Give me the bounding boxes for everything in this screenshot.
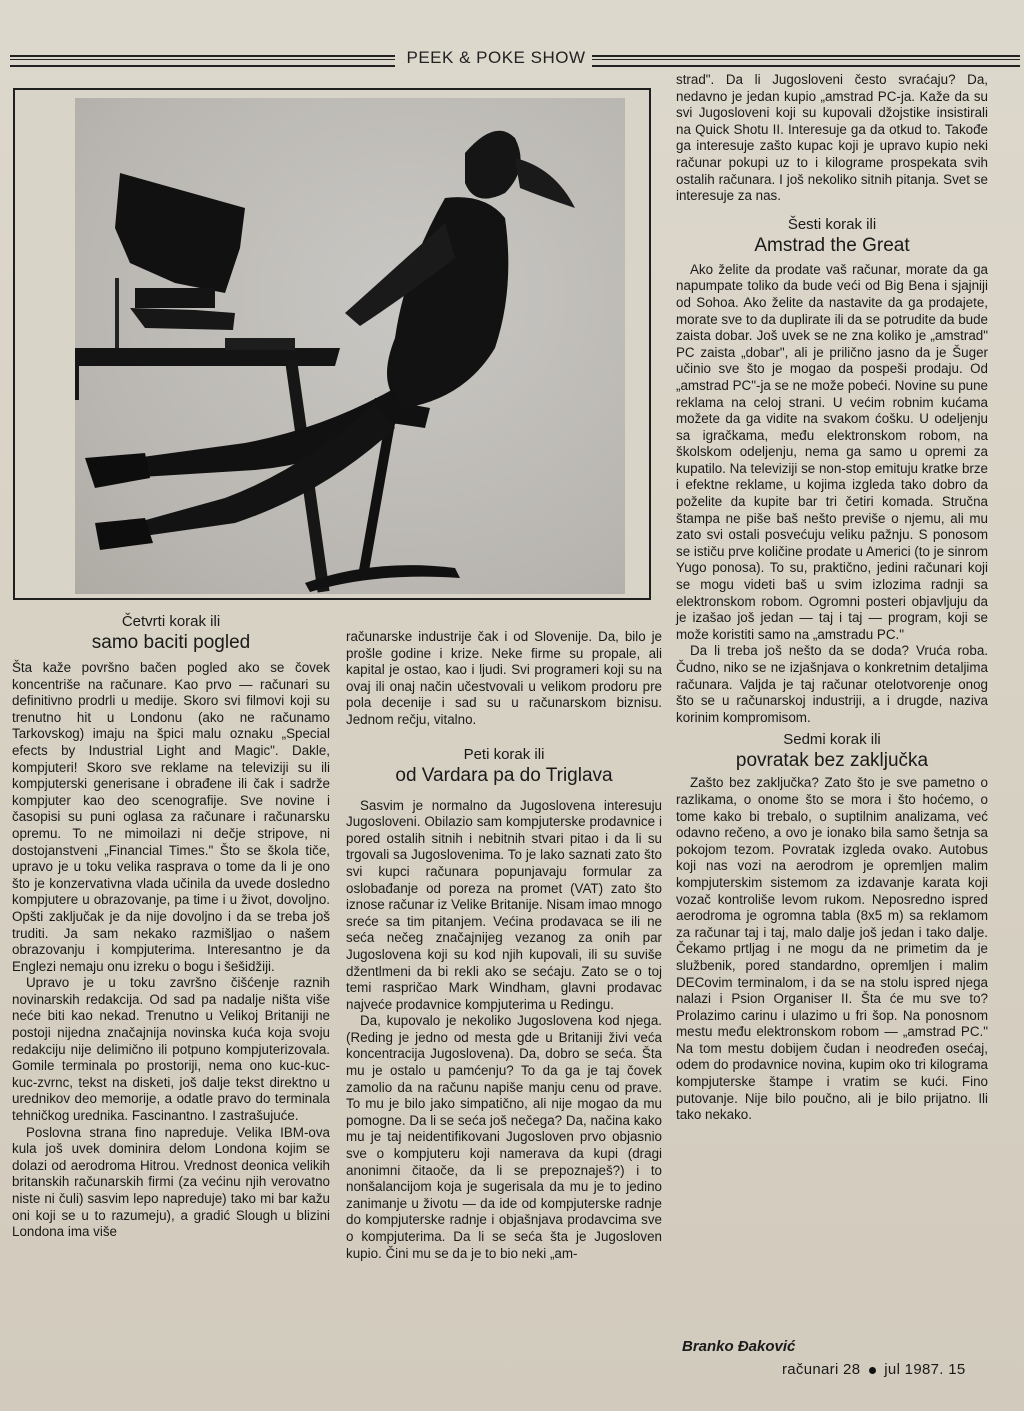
footer-date: jul 1987. bbox=[884, 1361, 944, 1378]
photo-frame bbox=[13, 88, 651, 600]
paragraph: strad". Da li Jugosloveni često svraćaju? Da, nedavno je jedan kupio „amstrad PC-ja. Kaže da su svi Jugosloveni koji su kupovali džojstike insistirali na Quick Shotu II. Interesuje ga da otkud to. Takođe ga interesuje zašto kupac koji je upravo kupio neki računar pokupi uz to i kilograme prospekata svih ostalih računara. I još nekoliko sitnih pitanja. Svet se interesuje za nas. bbox=[676, 72, 988, 204]
paragraph: Poslovna strana fino napreduje. Velika IBM-ova kula još uvek dominira delom Londona kojim se dolazi od aerodroma Hitrou. Vrednost deonica velikih britanskih računarskih firmi (za većinu njih verovatno niste ni čuli) sasvim lepo napreduje) tako mi bar kažu oni koji se u to razumeju), a gradić Slough u blizini Londona ima više bbox=[12, 1124, 330, 1240]
heading-step-5-big: od Vardara pa do Triglava bbox=[395, 764, 613, 786]
section-header bbox=[10, 46, 1020, 72]
heading-step-5 bbox=[346, 745, 662, 788]
paragraph: Da, kupovalo je nekoliko Jugoslovena kod njega. (Reding je jedno od mesta gde u Britaniji živi veća koncentracija Jugoslovena). Da, dobro se seća. Šta mu je ostalo u pamćenju? To da ga je taj čovek zamolio da na računu napiše manju cenu od prave. To mu je bilo jako simpatično, ali nije mogao da mu pomogne. Da li se seća još nečega? Da, načina kako mu je taj neidentifikovani Jugosloven prvo objasnio sve o kompjuteru koji namerava da kupi (dragi anonimni čitaoče, da li se prepoznaješ?) i to nonšalancijom koja je sugerisala da mu je to jedino zanimanje u životu — da ide od kompjuterske radnje do kompjuterske radnje i objašnjava prodavcima sve o kompjuterima. Da li se seća šta je Jugosloven kupio. Čini mu se da je to bio neki „am- bbox=[346, 1013, 662, 1261]
heading-step-5-small: Peti korak ili bbox=[463, 745, 545, 763]
section-title: PEEK & POKE SHOW bbox=[406, 48, 586, 67]
paragraph: Zašto bez zaključka? Zato što je sve pametno o razlikama, o onome što se mora i što hoćemo, o tome kako bi trebalo, o suptilnim analizama, već odavno rečeno, a ovo je ionako bila samo šetnja sa pokojom tezom. Povratak izgleda ovako. Autobus koji nas vozi na aerodrom je opremljen malim kompjuterskim sistemom za izdavanje karata koji vozač kontroliše levom rukom. Neposredno ispred aerodroma je ogromna tabla (8x5 m) sa reklamom za računar taj i taj, malo dalje još jedan i tako dalje. Čekamo prtljag i ne mogu da ne primetim da je službenik, pored standardno, opremljen i malim DECovim terminalom, i da se na stolu ispred njega nalazi i Psion Organiser II. Šta će mu sve to? Prolazimo carinu i ulazimo u fri šop. Na ponosnom mestu među elektronskom robom — „amstrad PC." Na tom mestu dobijem čudan i neodređen osećaj, odem do prodavnice novina, kupim oko tri kilograma kompjuterske štampe i vratim se kući. Fino putovanje. Nije bilo poučno, ali je bilo prijatno. Ili tako nekako. bbox=[676, 775, 988, 1123]
column-3 bbox=[676, 72, 988, 1124]
column-2 bbox=[346, 629, 662, 1262]
paragraph: Šta kaže površno bačen pogled ako se čovek koncentriše na računare. Kao prvo — računari su definitivno prodrli u medije. Skoro svi filmovi koji su trenutno hit u Londonu (ako ne računamo Tarkovskog) imaju na špici malu oznaku „Special efects by Industrial Light and Magic". Dakle, kompjuteri! Skoro sve reklame na televiziji su ili kompjuterski generisane i obrađene ili čak i sadrže kompjuter kao deo scenografije. Sve novine i časopisi su puni oglasa za računare i računarsku opremu. To ne mimoilazi ni dečje stripove, ni dostojanstveni „Financial Times." Što se škola tiče, upravo je u toku velika rasprava o tome da li je ono što je konzervativna vlada učinila da uvede dosledno kompjutere u obrazovanje, pa time i u život, dovoljno. Opšti zaključak je da nije dovoljno i da se treba još truditi. Ja sam nekako razmišljao o našem obrazovanju i kompjuterima. Interesantno je da Englezi nemaju onu izreku o bogu i šešidžiji. bbox=[12, 660, 330, 974]
paragraph: računarske industrije čak i od Slovenije. Da, bilo je prošle godine i krize. Neke firme su propale, ali kapital je ostao, kao i ljudi. Svi programeri koji su na ovaj ili onaj način učestvovali u velikom prodoru pre pola decenije i sad su u računarskom biznisu. Jednom rečju, vitalno. bbox=[346, 629, 662, 727]
paragraph: Sasvim je normalno da Jugoslovena interesuju Jugosloveni. Obilazio sam kompjuterske prodavnice i pored ostalih sitnih i nebitnih stvari pitao i da li su trgovali sa Jugoslovenima. To je lako saznati zato što svi kupci računara popunjavaju formular za oslobađanje od poreza na promet (VAT) zato što iznose računar iz Velike Britanije. Nisam imao mnogo sreće sa tim pitanjem. Većina prodavaca se ili ne seća nečeg značajnijeg vezanog za onih par Jugoslovena koji su kod njih kupovali, ili su suviše džentlmeni da bi rekli ako se sećaju. Zato se o toj temi raspričao Mark Windham, glavni prodavac najveće prodavnice kompjuterima u Redingu. bbox=[346, 797, 662, 1012]
paragraph: Upravo je u toku završno čišćenje raznih novinarskih redakcija. Od sad pa nadalje ništa više neće biti kao nekad. Trenutno u Velikoj Britaniji ne postoji nijedna značajnija novinska kuća koja svoju redakciju nije delimično ili potpuno kompjuterizovala. Gomile terminala po prostoriji, nema ono kuc-kuc-kuc-zvrnc, tekst na disketi, još dalje tekst direktno u urednikov deo memorije, a odatle pravo do terminala tehničkog urednika. Fascinantno. I zastrašujuće. bbox=[12, 975, 330, 1124]
heading-step-4-big: samo baciti pogled bbox=[91, 632, 251, 653]
heading-step-7-small: Sedmi korak ili bbox=[783, 731, 881, 749]
paragraph: Da li treba još nešto da se doda? Vruća roba. Čudno, niko se ne izjašnjava o konkretnim detaljima računara. Valjda je taj računar otelotvorenje onog što se u računarskoj industriji, a i drugde, naziva korinim kompromisom. bbox=[676, 643, 988, 725]
photo bbox=[75, 98, 625, 594]
page-footer bbox=[782, 1361, 965, 1378]
footer-magazine: računari 28 bbox=[782, 1361, 861, 1378]
heading-step-6-big: Amstrad the Great bbox=[754, 234, 910, 256]
footer-bullet bbox=[869, 1367, 876, 1374]
author-signature: Branko Đaković bbox=[682, 1338, 796, 1355]
header-rule-left bbox=[10, 55, 395, 67]
header-rule-right bbox=[592, 55, 1020, 67]
column-1 bbox=[12, 660, 330, 1241]
footer-page-number: 15 bbox=[948, 1361, 966, 1378]
heading-step-4-small: Četvrti korak ili bbox=[121, 613, 221, 630]
photo-woman-at-computer-icon bbox=[75, 98, 625, 594]
heading-step-7 bbox=[676, 730, 988, 773]
heading-step-7-big: povratak bez zaključka bbox=[735, 750, 929, 772]
heading-step-6 bbox=[676, 215, 988, 258]
heading-step-6-small: Šesti korak ili bbox=[787, 215, 877, 233]
paragraph: Ako želite da prodate vaš računar, morate da ga napumpate toliko da bude veći od Big Bena i sjajniji od Sohoa. Ako želite da nastavite da ga prodajete, morate sve to da duplirate ili da se potrudite da bude zaista dobar. Još uvek se ne zna koliko je „amstrad" PC zaista „dobar", ali je prilično jasno da je Šuger učinio sve što je mogao da pospeši prodaju. Od „amstrad PC"-ja se ne može pobeći. Novine su pune reklama na celoj strani. U većim robnim kućama možete da ga vidite na svakom ćošku. U odeljenju sa igračkama, među elektronskom robom, na školskom odeljenju, nema ga samo u opremi za kupatilo. Na televiziji se non-stop emituju kratke brze i efektne reklame, u kojima izgleda tako dobro da poželite da kupite bar tri četiri komada. Stručna štampa ne piše baš nešto previše o njemu, ali mu zato svi ostali posvećuju veliku pažnju. S ponosom se ističu prve količine prodate u Americi (to je sinrom Yugo ponosa). To su, praktično, jedini računari koji se mogu videti baš u svim izlozima radnji sa elektronskom robom. Ogromni posteri objavljuju da je izašao još jedan — taj i taj — program, koji se može koristiti samo na „amstradu PC." bbox=[676, 261, 988, 642]
heading-step-4 bbox=[12, 612, 330, 655]
